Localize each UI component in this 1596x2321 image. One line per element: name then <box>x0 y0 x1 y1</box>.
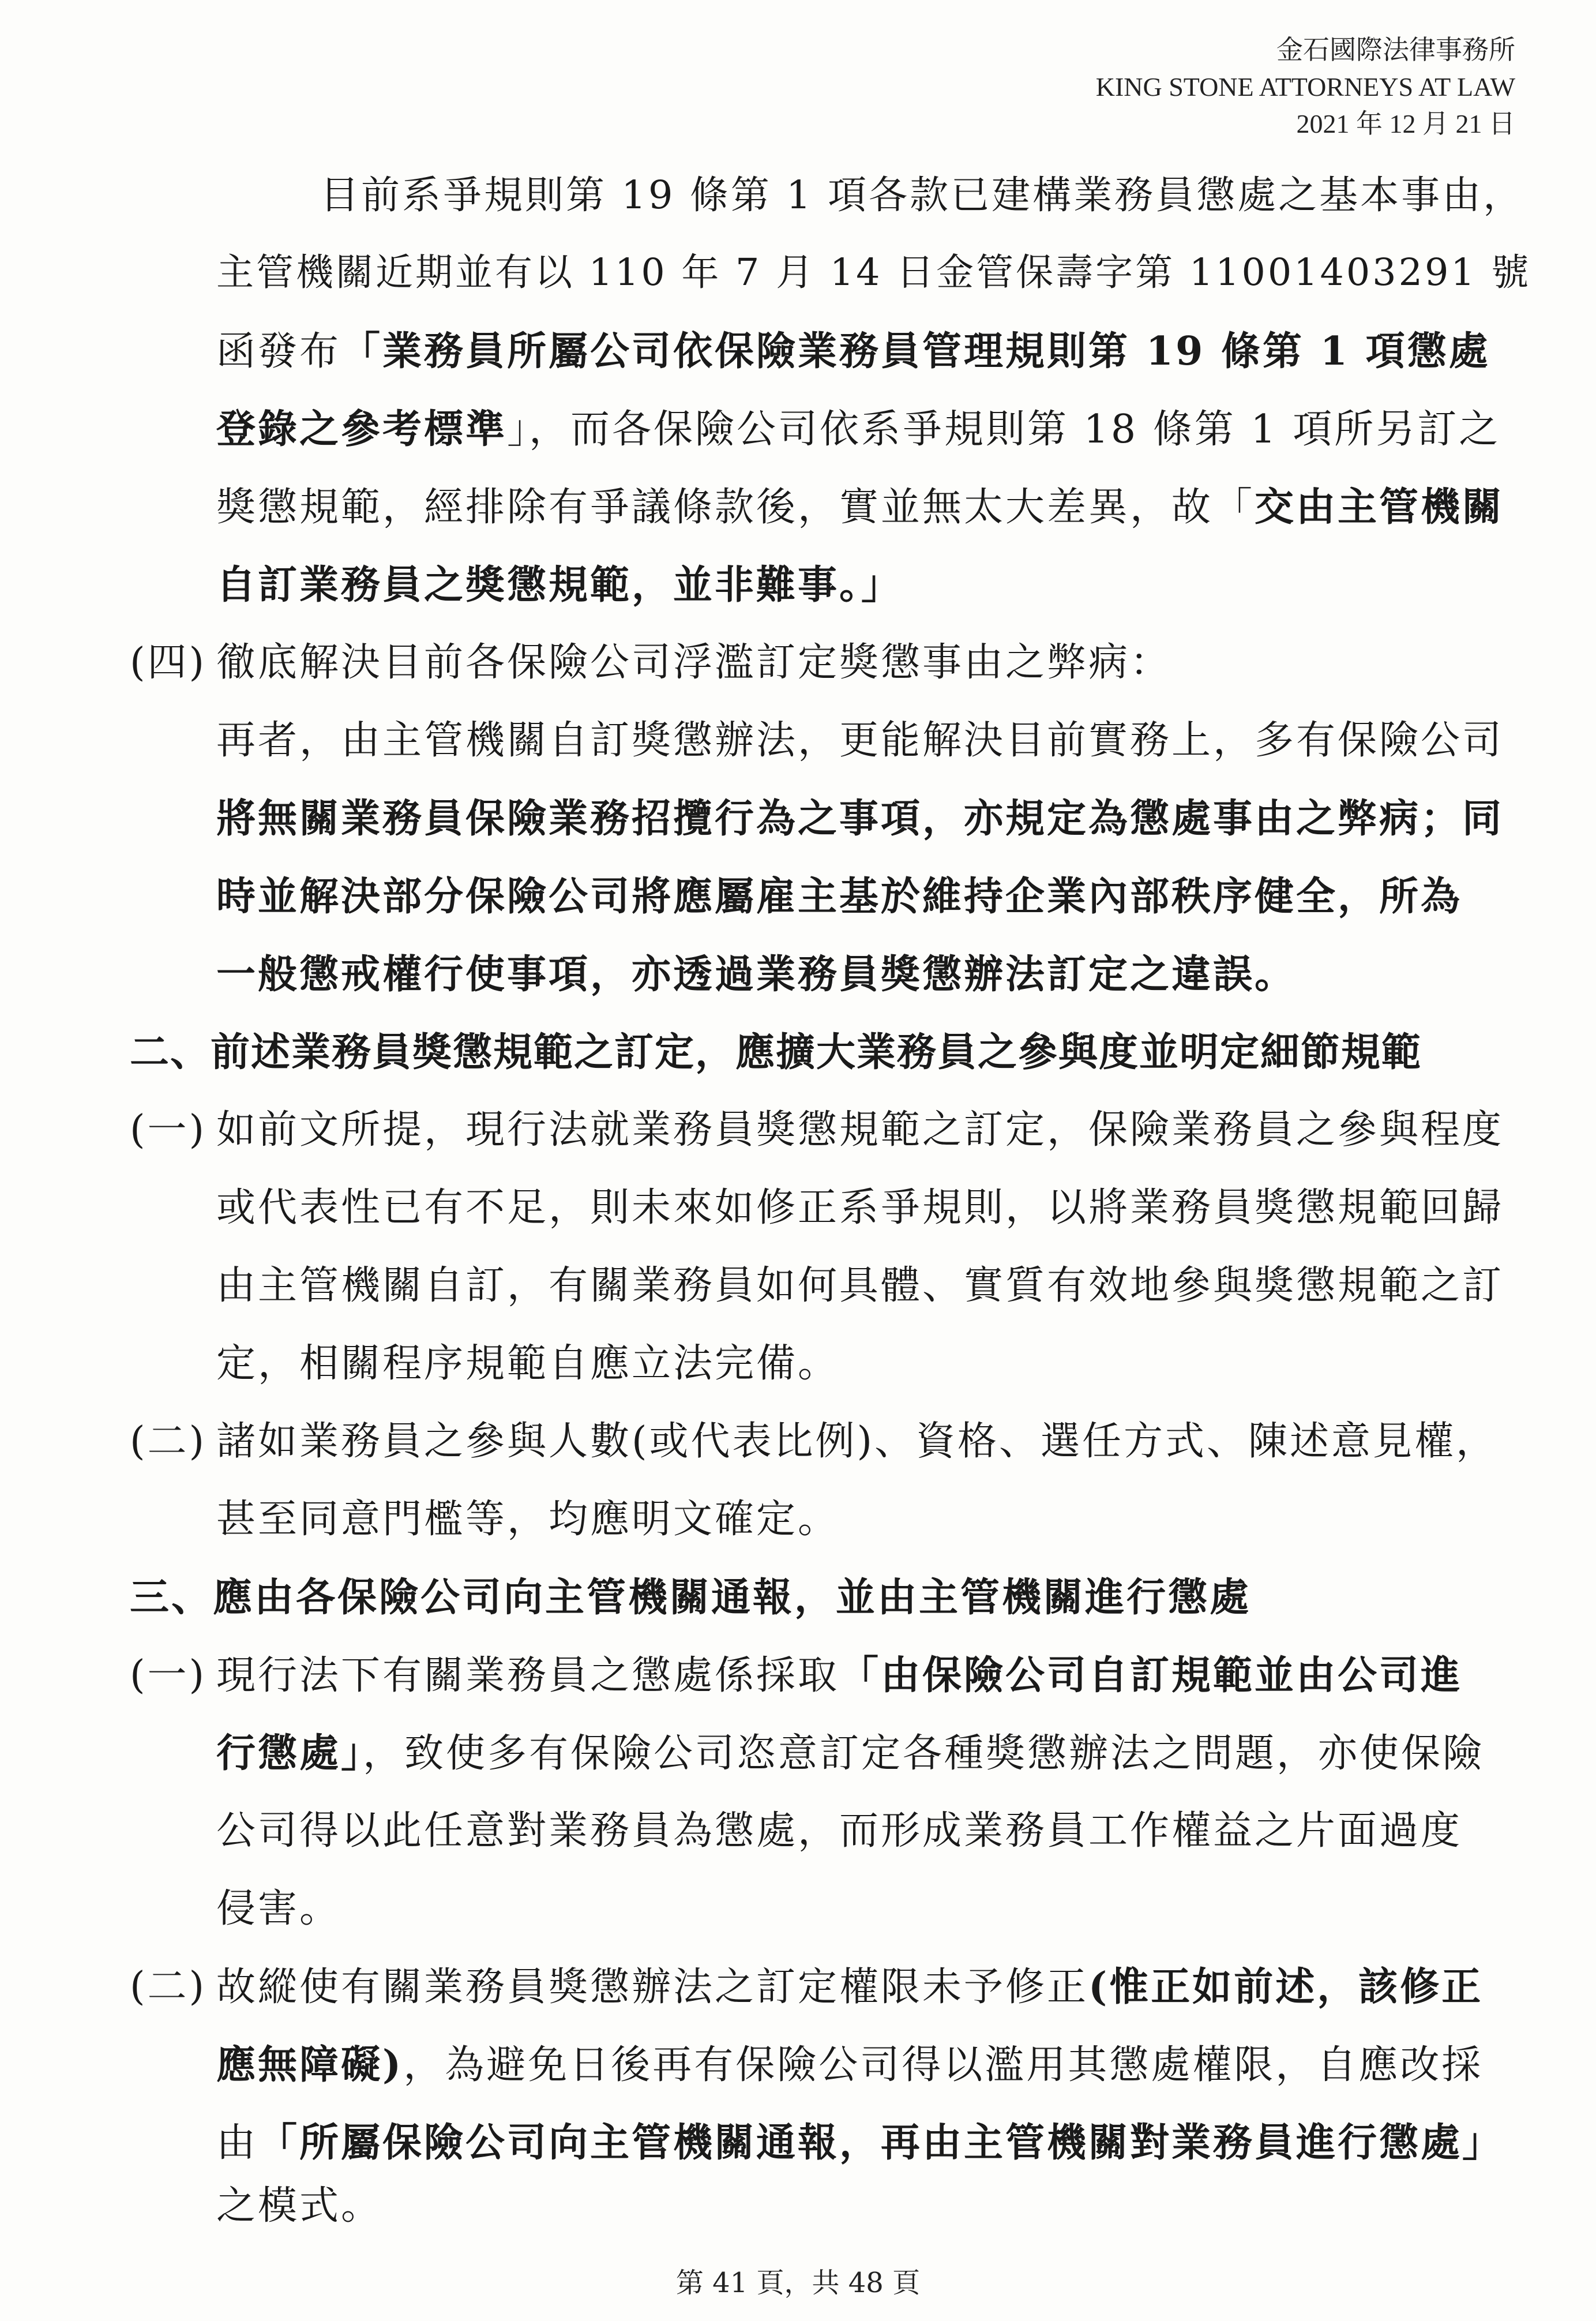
paragraph-line: 定，相關程序規範自應立法完備。 <box>216 1341 840 1386</box>
paragraph-line: 侵害。 <box>216 1886 341 1932</box>
paragraph-line: 由主管機關自訂，有關業務員如何具體、實質有效地參與獎懲規範之訂 <box>216 1263 1504 1308</box>
item-label: (一) <box>130 1652 207 1698</box>
paragraph-line: 一般懲戒權行使事項，亦透過業務員獎懲辦法訂定之違誤。 <box>216 951 1297 998</box>
firm-name-zh: 金石國際法律事務所 <box>1276 35 1515 65</box>
paragraph-line: 應無障礙)，為避免日後再有保險公司得以濫用其懲處權限，自應改採 <box>216 2042 1484 2088</box>
paragraph-line: 現行法下有關業務員之懲處係採取「由保險公司自訂規範並由公司進 <box>216 1652 1463 1698</box>
section-heading: 三、應由各保險公司向主管機關通報，並由主管機關進行懲處 <box>130 1574 1252 1621</box>
paragraph-line: 將無關業務員保險業務招攬行為之事項，亦規定為懲處事由之弊病；同 <box>216 796 1504 842</box>
item-label: (一) <box>130 1107 207 1153</box>
paragraph-line: 甚至同意門檻等，均應明文確定。 <box>216 1497 840 1542</box>
paragraph-line: 故縱使有關業務員獎懲辦法之訂定權限未予修正(惟正如前述，該修正 <box>216 1964 1484 2010</box>
paragraph-line: 主管機關近期並有以 110 年 7 月 14 日金管保壽字第 11001403291 號 <box>216 251 1531 294</box>
paragraph-line: 公司得以此任意對業務員為懲處，而形成業務員工作權益之片面過度 <box>216 1808 1463 1854</box>
paragraph-line: 自訂業務員之獎懲規範，並非難事。」 <box>216 562 903 608</box>
paragraph-line: 由「所屬保險公司向主管機關通報，再由主管機關對業務員進行懲處」 <box>216 2120 1504 2166</box>
paragraph-line: 目前系爭規則第 19 條第 1 項各款已建構業務員懲處之基本事由， <box>320 173 1524 218</box>
item-label: (四) <box>130 640 207 685</box>
page-number: 第 41 頁，共 48 頁 <box>675 2267 921 2299</box>
paragraph-line: 或代表性已有不足，則未來如修正系爭規則，以將業務員獎懲規範回歸 <box>216 1185 1504 1231</box>
section-heading: 二、前述業務員獎懲規範之訂定，應擴大業務員之參與度並明定細節規範 <box>130 1029 1422 1075</box>
paragraph-line: 登錄之參考標準」，而各保險公司依系爭規則第 18 條第 1 項所另訂之 <box>216 406 1501 452</box>
paragraph-line: 時並解決部分保險公司將應屬雇主基於維持企業內部秩序健全，所為 <box>216 873 1463 920</box>
paragraph-line: 如前文所提，現行法就業務員獎懲規範之訂定，保險業務員之參與程度 <box>216 1107 1504 1153</box>
paragraph-line: 獎懲規範，經排除有爭議條款後，實並無太大差異，故「交由主管機關 <box>216 484 1504 530</box>
paragraph-line: 函發布「業務員所屬公司依保險業務員管理規則第 19 條第 1 項懲處 <box>216 328 1490 374</box>
item-label: (二) <box>130 1419 207 1464</box>
item-label: (二) <box>130 1964 207 2009</box>
document-date: 2021 年 12 月 21 日 <box>1296 109 1515 138</box>
paragraph-line: 之模式。 <box>216 2183 383 2229</box>
item-title: 徹底解決目前各保險公司浮濫訂定獎懲事由之弊病： <box>216 640 1172 685</box>
letterhead <box>1096 32 1515 143</box>
firm-name-en: KING STONE ATTORNEYS AT LAW <box>1095 72 1515 102</box>
paragraph-line: 再者，由主管機關自訂獎懲辦法，更能解決目前實務上，多有保險公司 <box>216 718 1504 763</box>
paragraph-line: 諸如業務員之參與人數(或代表比例)、資格、選任方式、陳述意見權， <box>216 1419 1498 1464</box>
paragraph-line: 行懲處」，致使多有保險公司恣意訂定各種獎懲辦法之問題，亦使保險 <box>216 1730 1485 1776</box>
